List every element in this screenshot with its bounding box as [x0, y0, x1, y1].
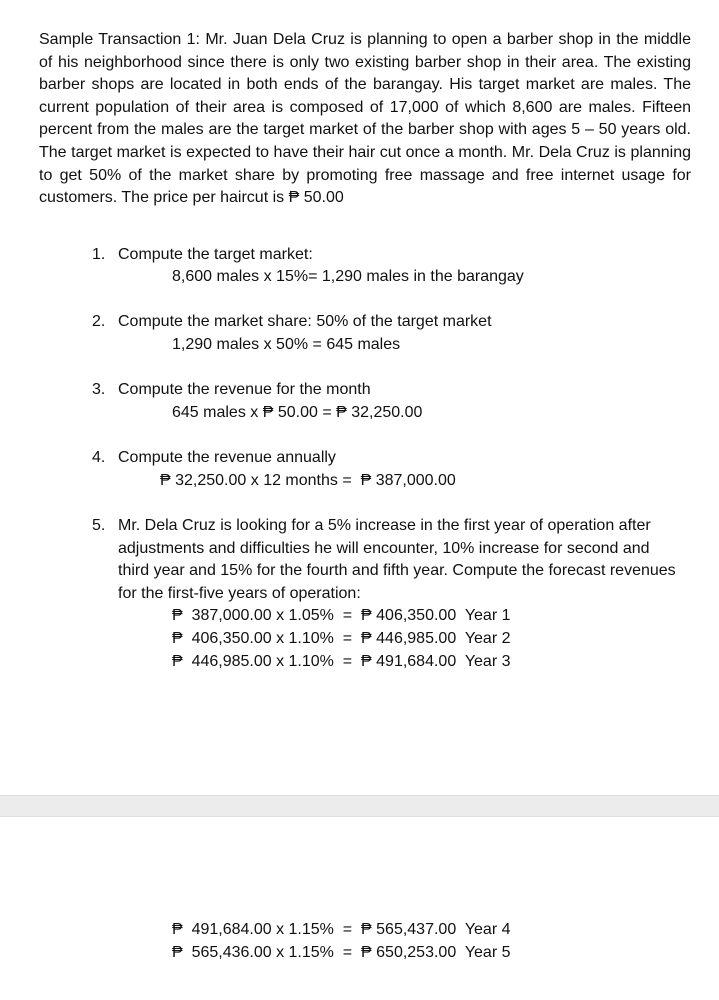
- item-heading: Compute the market share: 50% of the target market: [118, 313, 492, 330]
- forecast-line-year-2: ₱ 406,350.00 x 1.10% = ₱ 446,985.00 Year 2: [172, 630, 511, 647]
- item-number: 5.: [92, 517, 106, 534]
- item-calculation: 8,600 males x 15%= 1,290 males in the barangay: [172, 268, 524, 285]
- item-calculation: ₱ 32,250.00 x 12 months = ₱ 387,000.00: [160, 472, 456, 489]
- item-heading: Mr. Dela Cruz is looking for a 5% increase in the first year of operation after adjustments and difficulties he will encounter, 10% increase for second and third year and 15% for the fourth and fifth year. Compute the forecast revenues for the first-five years of operation:: [118, 517, 676, 602]
- item-heading: Compute the revenue annually: [118, 449, 336, 466]
- item-number: 3.: [92, 381, 106, 398]
- item-calculation: 1,290 males x 50% = 645 males: [172, 336, 401, 353]
- page-break-divider: [0, 795, 719, 817]
- item-number: 1.: [92, 246, 106, 263]
- forecast-line-year-5: ₱ 565,436.00 x 1.15% = ₱ 650,253.00 Year 5: [172, 944, 511, 961]
- forecast-line-year-3: ₱ 446,985.00 x 1.10% = ₱ 491,684.00 Year 3: [172, 653, 511, 670]
- forecast-line-year-4: ₱ 491,684.00 x 1.15% = ₱ 565,437.00 Year 4: [172, 921, 511, 938]
- item-calculation: 645 males x ₱ 50.00 = ₱ 32,250.00: [172, 404, 423, 421]
- item-number: 2.: [92, 313, 106, 330]
- document-page-2: [0, 817, 719, 1000]
- intro-paragraph: Sample Transaction 1: Mr. Juan Dela Cruz is planning to open a barber shop in the middle of his neighborhood since there is only two existing barber shop in their area. The existing barber shops are located in both ends of the barangay. His target market are males. The current population of their area is composed of 17,000 of which 8,600 are males. Fifteen percent from the males are the target market of the barber shop with ages 5 – 50 years old. The target market is expected to have their hair cut once a month. Mr. Dela Cruz is planning to get 50% of the market share by promoting free massage and free internet usage for customers. The price per haircut is ₱ 50.00: [39, 31, 691, 207]
- item-number: 4.: [92, 449, 106, 466]
- item-heading: Compute the target market:: [118, 246, 313, 263]
- forecast-line-year-1: ₱ 387,000.00 x 1.05% = ₱ 406,350.00 Year 1: [172, 607, 511, 624]
- item-heading: Compute the revenue for the month: [118, 381, 371, 398]
